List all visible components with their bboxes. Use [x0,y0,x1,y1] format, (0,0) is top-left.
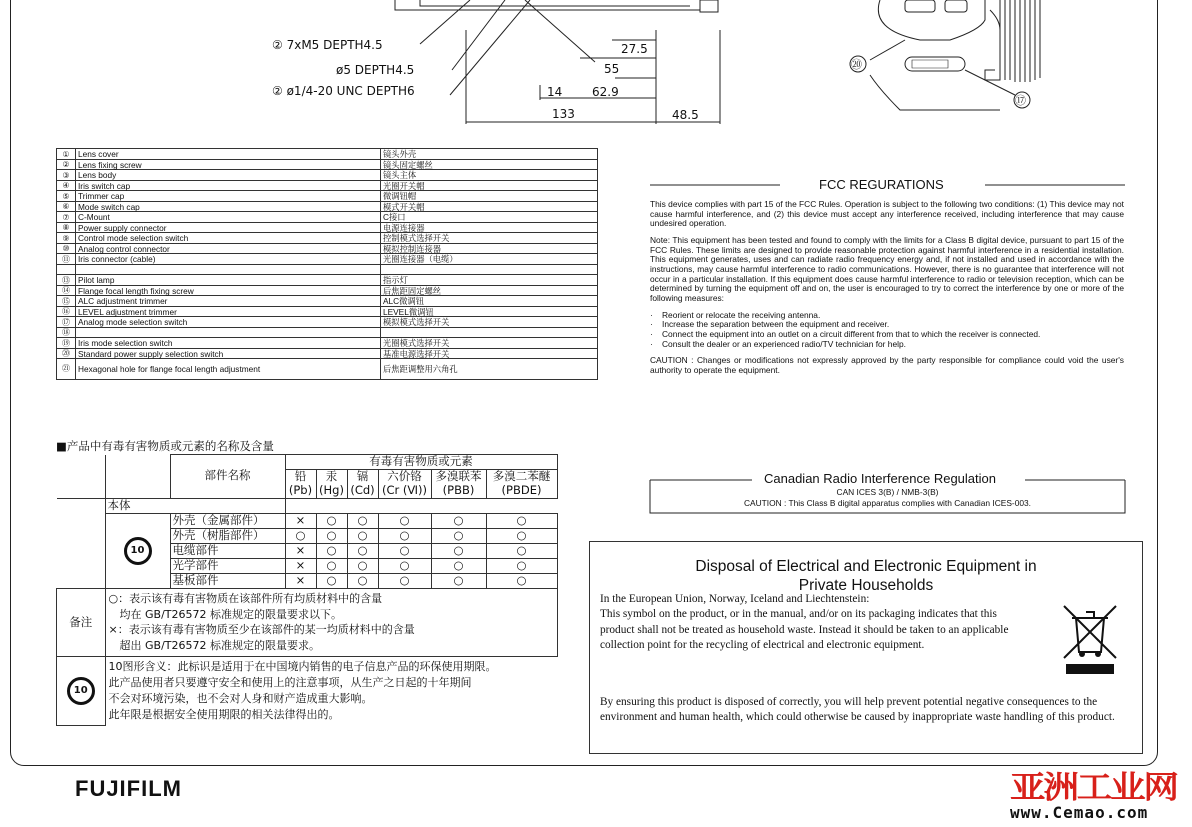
parts-row [57,317,598,328]
parts-row [57,170,598,181]
substance-column-header: 镉 (Cd) [347,470,378,499]
hazard-mark: ○ [486,558,557,573]
hazard-mark: ○ [431,558,486,573]
hazard-mark: ○ [347,513,378,528]
hazard-mark: ○ [486,573,557,588]
part-number: ⑬ [57,275,76,286]
part-name-zh: 光圈连接器（电缆） [381,254,598,265]
dimension-55: 55 [604,62,620,76]
part-name-en: LEVEL adjustment trimmer [76,306,381,317]
parts-row [57,149,598,160]
parts-row [57,285,598,296]
part-name-zh: 模拟模式选择开关 [381,317,598,328]
part-name-en: Analog mode selection switch [76,317,381,328]
part-number: ⑩ [57,243,76,254]
part-number [57,264,76,275]
part-name-zh: LEVEL微调钮 [381,306,598,317]
part-name-zh: ALC微调钮 [381,296,598,307]
parts-row [57,264,598,275]
watermark-cn: 亚洲工业网 [1010,770,1177,805]
part-name-en: Lens fixing screw [76,159,381,170]
hazard-mark: ○ [347,528,378,543]
parts-row [57,338,598,349]
hazard-row [57,513,558,528]
part-number: ⑰ [57,317,76,328]
dimension-27-5: 27.5 [621,42,648,56]
fujifilm-logo: FUJIFILM [75,776,182,801]
part-name-en: Hexagonal hole for flange focal length adjustment [76,359,381,380]
weee-paragraph-2: By ensuring this product is disposed of correctly, you will help prevent potential negative consequences to the environment and human health, which could otherwise be caused by inappropriate waste handling of this product. [600,696,1115,724]
fcc-text: This device complies with part 15 of the FCC Rules. Operation is subject to the following two conditions: (1) This device may not cause harmful interference, and (2) this device must accept any interference received, including interference that may cause undesired operation. Note: This equipment has been tested and found to comply with the limits for a Class B digital device, pursuant to part 15 of the FCC Rules. These limits are designed to provide reasonable protection against harmful interference in a residential installation. This equipment generates, uses and can radiate radio frequency energy and, if not installed and used in accordance with the instructions, may cause harmful interference to radio communications. However, there is no guarantee that interference will not occur in a particular installation. If this equipment does cause harmful interference to radio or television reception, which can be determined by turning the equipment off and on, the user is encouraged to try to correct the interference by one or more of the following measures: · Reorient or relocate the receiving antenna. · Increase the separation between the equipment and receiver. · Connect the equipment into an outlet on a circuit different from that to which the receiver is connected. · Consult the dealer or an experienced radio/TV technician for help. CAUTION : Changes or modifications not expressly approved by the party responsible for compliance could void the user's authority to operate the equipment. [650,200,1124,383]
part-name-zh: 镜头主体 [381,170,598,181]
hazard-mark: ○ [316,558,347,573]
eco-mark-cell [105,513,170,588]
hazard-mark: ○ [378,543,431,558]
hazard-part-name: 光学部件 [170,558,285,573]
parts-row [57,243,598,254]
canada-title: Canadian Radio Interference Regulation [757,471,1003,486]
hazard-mark: ○ [285,528,316,543]
part-name-zh: 指示灯 [381,275,598,286]
part-name-en: Trimmer cap [76,191,381,202]
part-name-en: Iris connector (cable) [76,254,381,265]
hazard-mark: ○ [378,573,431,588]
part-number: ⑭ [57,285,76,296]
part-name-zh: 镜头外壳 [381,149,598,160]
hazard-part-name: 电缆部件 [170,543,285,558]
part-number: ① [57,149,76,160]
hazard-mark: ○ [316,528,347,543]
hazard-part-name: 外壳（金属部件） [170,513,285,528]
hazard-part-name: 基板部件 [170,573,285,588]
part-name-en [76,264,381,275]
hazard-mark: ○ [378,558,431,573]
parts-row [57,180,598,191]
part-number: ⑮ [57,296,76,307]
substance-column-header: 汞 (Hg) [316,470,347,499]
hazard-mark: ○ [431,513,486,528]
part-name-en: Iris switch cap [76,180,381,191]
hazard-mark: ○ [378,513,431,528]
parts-row [57,296,598,307]
part-name-zh: 后焦距固定螺丝 [381,285,598,296]
parts-row [57,359,598,380]
hazard-mark: ○ [431,543,486,558]
part-name-zh: 光圈开关帽 [381,180,598,191]
parts-row [57,275,598,286]
part-number: ④ [57,180,76,191]
hazard-mark: ○ [486,513,557,528]
part-number: ⑲ [57,338,76,349]
hazard-mark: ○ [316,513,347,528]
part-name-zh: C接口 [381,212,598,223]
part-name-en: Iris mode selection switch [76,338,381,349]
part-name-en: C-Mount [76,212,381,223]
dimension-14: 14 [547,85,563,99]
callout-m5-depth: ② 7xM5 DEPTH4.5 [272,38,383,52]
part-name-en: Power supply connector [76,222,381,233]
part-name-header: 部件名称 [170,455,285,499]
part-name-en: Flange focal length fixing screw [76,285,381,296]
hazard-mark: ○ [316,543,347,558]
part-name-en: Lens body [76,170,381,181]
hazard-mark: ○ [431,573,486,588]
part-number: ⑨ [57,233,76,244]
marker-20: ⑳ [851,58,862,71]
hazard-mark: × [285,558,316,573]
parts-list-table [56,148,598,380]
part-name-zh: 微调钮帽 [381,191,598,202]
part-name-zh [381,327,598,338]
hazard-mark: × [285,513,316,528]
part-number: ⑤ [57,191,76,202]
crossed-bin-icon [1058,602,1122,678]
part-number: ⑪ [57,254,76,265]
part-number: ③ [57,170,76,181]
part-name-en: Analog control connector [76,243,381,254]
part-number: ⑳ [57,348,76,359]
part-name-zh: 基准电源选择开关 [381,348,598,359]
part-name-en: Pilot lamp [76,275,381,286]
part-name-zh: 模拟控制连接器 [381,243,598,254]
hazard-mark: × [285,573,316,588]
part-name-en: Control mode selection switch [76,233,381,244]
remarks-label: 备注 [57,588,106,657]
hazard-mark: ○ [486,528,557,543]
dimension-48-5: 48.5 [672,108,699,122]
hazard-mark: × [285,543,316,558]
part-name-en: ALC adjustment trimmer [76,296,381,307]
part-name-zh: 光圈模式选择开关 [381,338,598,349]
part-name-zh: 镜头固定螺丝 [381,159,598,170]
hazard-mark: ○ [347,573,378,588]
hazard-mark: ○ [347,558,378,573]
parts-row [57,191,598,202]
fcc-title: FCC REGURATIONS [812,177,951,192]
substance-column-header: 铅 (Pb) [285,470,316,499]
body-label: 本体 [105,498,285,513]
eco-mark-meaning: 10图形含义：此标识是适用于在中国境内销售的电子信息产品的环保使用期限。 此产品使用者只要遵守安全和使用上的注意事项，从生产之日起的十年期间 不会对环境污染，也不会对人身和财产造成重大影响。 此年限是根据安全使用期限的相关法律得出的。 [105,657,557,725]
part-number: ⑧ [57,222,76,233]
part-name-zh [381,264,598,275]
part-number: ㉑ [57,359,76,380]
eco-mark-cell-2 [57,657,106,725]
part-name-en: Standard power supply selection switch [76,348,381,359]
substance-column-header: 多溴二苯醚 (PBDE) [486,470,557,499]
part-name-zh: 电源连接器 [381,222,598,233]
part-number: ⑦ [57,212,76,223]
parts-row [57,306,598,317]
hazard-part-name: 外壳（树脂部件） [170,528,285,543]
hazard-mark: ○ [486,543,557,558]
hazard-mark: ○ [316,573,347,588]
parts-row [57,159,598,170]
part-number: ② [57,159,76,170]
dimension-133: 133 [552,107,575,121]
part-number: ⑥ [57,201,76,212]
substance-column-header: 多溴联苯 (PBB) [431,470,486,499]
dimension-62-9: 62.9 [592,85,619,99]
part-name-zh: 控制模式选择开关 [381,233,598,244]
weee-title: Disposal of Electrical and Electronic Equipment in Private Households [695,558,1037,595]
part-name-en: Lens cover [76,149,381,160]
hazard-mark: ○ [347,543,378,558]
marker-17: ⑰ [1015,94,1026,107]
parts-row [57,233,598,244]
eco-10-icon-2: 10 [67,677,95,705]
remarks-text: ○：表示该有毒有害物质在该部件所有均质材料中的含量 均在 GB/T26572 标准规定的限量要求以下。 ×：表示该有毒有害物质至少在该部件的某一均质材料中的含量 超出 GB/T26572 标准规定的限量要求。 [105,588,557,657]
watermark-url: www.Cemao.com [1010,803,1149,822]
technical-drawing [0,0,1192,140]
callout-o5-depth: ø5 DEPTH4.5 [336,63,415,77]
substance-column-header: 六价铬 (Cr (Ⅵ)) [378,470,431,499]
hazard-table [56,454,558,726]
hazard-mark: ○ [378,528,431,543]
parts-row [57,201,598,212]
parts-row [57,212,598,223]
part-name-zh: 后焦距调整用六角孔 [381,359,598,380]
callout-unc-depth: ② ø1/4-20 UNC DEPTH6 [272,84,415,98]
parts-row [57,348,598,359]
parts-row [57,327,598,338]
part-name-zh: 模式开关帽 [381,201,598,212]
hazard-table-title: ■产品中有毒有害物质或元素的名称及含量 [56,439,274,453]
parts-row [57,222,598,233]
canada-text: CAN ICES 3(B) / NMB-3(B) CAUTION : This Class B digital apparatus complies with Canadian ICES-003. [743,487,1032,508]
weee-paragraph-1: In the European Union, Norway, Iceland and Liechtenstein: This symbol on the product, or in the manual, and/or on its packaging indicates that this product shall not be treated as household waste. Instead it should be taken to an applicable collection point for the recycling of electrical and electronic equipment. [600,593,1009,651]
part-number: ⑯ [57,306,76,317]
substance-group-header: 有毒有害物质或元素 [285,455,557,470]
weee-box [589,541,1143,754]
part-number: ⑱ [57,327,76,338]
part-name-en [76,327,381,338]
parts-row [57,254,598,265]
eco-10-icon: 10 [124,537,152,565]
part-name-en: Mode switch cap [76,201,381,212]
hazard-mark: ○ [431,528,486,543]
